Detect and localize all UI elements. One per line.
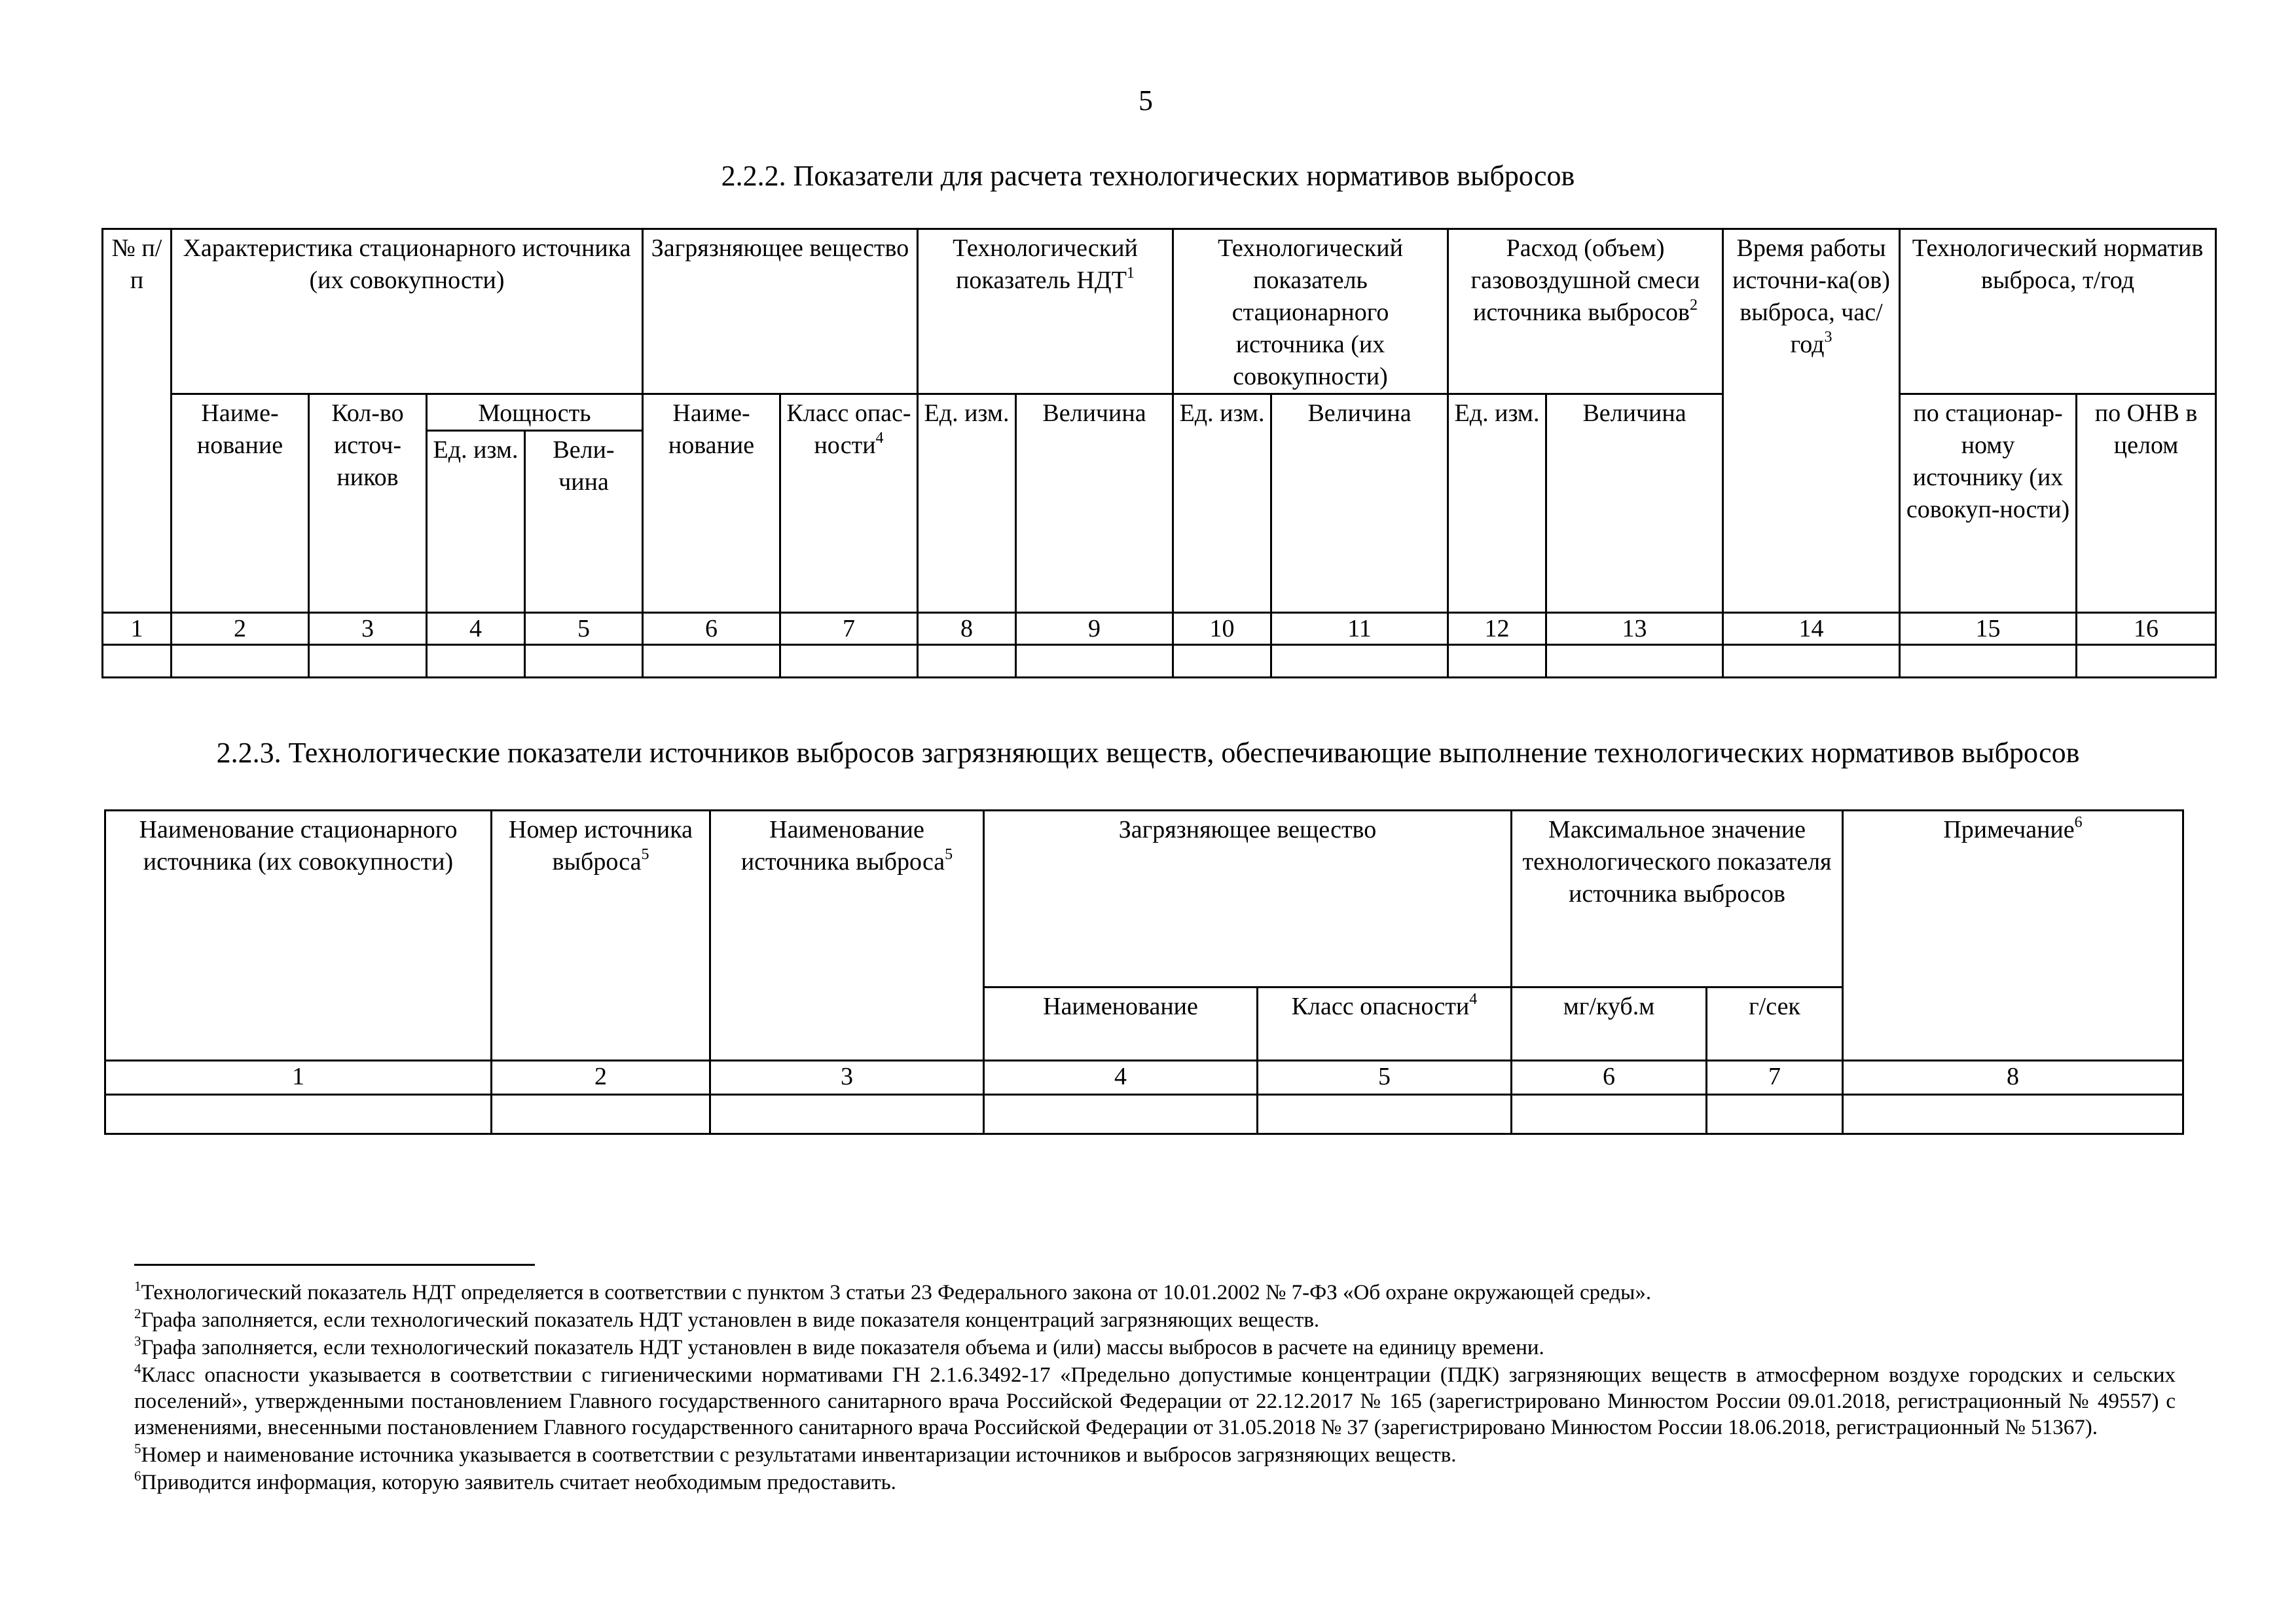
footnote-ref: 4: [1469, 991, 1478, 1008]
empty-cell[interactable]: [984, 1095, 1258, 1134]
empty-cell[interactable]: [1707, 1095, 1843, 1134]
footnote-ref: 4: [875, 430, 884, 447]
column-number: 10: [1173, 613, 1271, 645]
empty-cell[interactable]: [172, 645, 309, 678]
footnote-ref: 5: [641, 846, 649, 863]
header-mg-per-m3: мг/куб.м: [1512, 987, 1707, 1061]
column-number: 3: [710, 1061, 984, 1095]
header-hazard-class: Класс опасности$^4$: [1258, 987, 1512, 1061]
header-flow-value: Величина: [1546, 394, 1723, 613]
footnote-ref: 5: [945, 846, 953, 863]
column-number: 2: [492, 1061, 710, 1095]
header-source-count: Кол-во источ-ников: [309, 394, 427, 613]
column-number: 1: [103, 613, 172, 645]
empty-cell[interactable]: [1723, 645, 1900, 678]
empty-cell[interactable]: [105, 1095, 492, 1134]
section-223-title: 2.2.3. Технологические показатели источников выбросов загрязняющих веществ, обеспечивающие выполнение технологических нормативов выбросов: [216, 737, 2080, 769]
footnote-ref: 1: [1126, 265, 1135, 282]
empty-cell[interactable]: [710, 1095, 984, 1134]
column-number: 6: [643, 613, 780, 645]
footnote-mark: 2: [134, 1306, 141, 1321]
footnote-mark: 5: [134, 1441, 141, 1456]
header-source-characteristics: Характеристика стационарного источника (их совокупности): [172, 229, 643, 394]
column-number: 3: [309, 613, 427, 645]
empty-data-row: [105, 1095, 2183, 1134]
header-emission-name: Наименование источника выброса$^5$: [710, 811, 984, 1061]
footnote-ref: 3: [1824, 329, 1832, 346]
column-number: 1: [105, 1061, 492, 1095]
column-number: 13: [1546, 613, 1723, 645]
footnotes: [134, 1280, 2176, 1497]
empty-cell[interactable]: [1016, 645, 1173, 678]
header-emission-norm: Технологический норматив выброса, т/год: [1900, 229, 2216, 394]
column-number: 12: [1448, 613, 1546, 645]
header-pollutant-name: Наиме-нование: [643, 394, 780, 613]
empty-cell[interactable]: [1448, 645, 1546, 678]
header-pollutant: Загрязняющее вещество: [643, 229, 918, 394]
empty-cell[interactable]: [643, 645, 780, 678]
empty-cell[interactable]: [492, 1095, 710, 1134]
footnote-separator: [134, 1264, 535, 1266]
column-number: 8: [1843, 1061, 2183, 1095]
header-per-source: по стационар-ному источнику (их совокуп-ности): [1900, 394, 2077, 613]
column-number: 2: [172, 613, 309, 645]
header-max-value: Максимальное значение технологического показателя источника выбросов: [1512, 811, 1843, 987]
column-number: 7: [1707, 1061, 1843, 1095]
empty-cell[interactable]: [427, 645, 525, 678]
column-number: 15: [1900, 613, 2077, 645]
header-hazard-class: Класс опас-ности$^4$: [780, 394, 918, 613]
header-per-onv: по ОНВ в целом: [2077, 394, 2216, 613]
source-indicators-table: [104, 809, 2184, 1135]
header-gas-flow: Расход (объем) газовоздушной смеси источника выбросов$^2$: [1448, 229, 1723, 394]
column-number: 5: [1258, 1061, 1512, 1095]
column-number: 4: [984, 1061, 1258, 1095]
column-number: 14: [1723, 613, 1900, 645]
column-number: 5: [525, 613, 643, 645]
column-number: 11: [1271, 613, 1448, 645]
column-number: 9: [1016, 613, 1173, 645]
header-emission-number: Номер источника выброса$^5$: [492, 811, 710, 1061]
column-number: 6: [1512, 1061, 1707, 1095]
column-numbers-row: [103, 613, 2216, 645]
empty-cell[interactable]: [1258, 1095, 1512, 1134]
empty-cell[interactable]: [103, 645, 172, 678]
empty-cell[interactable]: [1546, 645, 1723, 678]
emission-indicators-table: [101, 228, 2217, 678]
page-number: 5: [1139, 84, 1153, 117]
empty-data-row: [103, 645, 2216, 678]
empty-cell[interactable]: [525, 645, 643, 678]
header-pollutant-name: Наименование: [984, 987, 1258, 1061]
header-ndt-unit: Ед. изм.: [918, 394, 1016, 613]
empty-cell[interactable]: [918, 645, 1016, 678]
footnote-mark: 4: [134, 1361, 141, 1376]
footnote-mark: 6: [134, 1468, 141, 1484]
empty-cell[interactable]: [1173, 645, 1271, 678]
empty-cell[interactable]: [2077, 645, 2216, 678]
header-g-per-sec: г/сек: [1707, 987, 1843, 1061]
column-number: 8: [918, 613, 1016, 645]
header-source-indicator: Технологический показатель стационарного источника (их совокупности): [1173, 229, 1448, 394]
header-ndt-indicator: Технологический показатель НДТ$^1$: [918, 229, 1173, 394]
header-stationary-source-name: Наименование стационарного источника (их совокупности): [105, 811, 492, 1061]
empty-cell[interactable]: [1900, 645, 2077, 678]
header-source-name: Наиме-нование: [172, 394, 309, 613]
header-source-value: Величина: [1271, 394, 1448, 613]
header-power: Мощность: [427, 394, 643, 431]
footnote: $^1$Технологический показатель НДТ определяется в соответствии с пунктом 3 статьи 23 Федерального закона от 10.01.2002 № 7-ФЗ «Об охране окружающей среды».: [134, 1278, 1652, 1304]
footnote: $^2$Графа заполняется, если технологический показатель НДТ установлен в виде показателя концентраций загрязняющих веществ.: [134, 1306, 1320, 1332]
empty-cell[interactable]: [1843, 1095, 2183, 1134]
header-work-time: Время работы источни-ка(ов) выброса, час/год$^3$: [1723, 229, 1900, 613]
footnote-mark: 3: [134, 1333, 141, 1349]
empty-cell[interactable]: [1271, 645, 1448, 678]
header-power-value: Вели-чина: [525, 431, 643, 613]
header-source-unit: Ед. изм.: [1173, 394, 1271, 613]
column-number: 16: [2077, 613, 2216, 645]
column-number: 4: [427, 613, 525, 645]
column-number: 7: [780, 613, 918, 645]
header-pollutant: Загрязняющее вещество: [984, 811, 1512, 987]
empty-cell[interactable]: [1512, 1095, 1707, 1134]
footnote: $^5$Номер и наименование источника указывается в соответствии с результатами инвентаризации источников и выбросов загрязняющих веществ.: [134, 1441, 1457, 1467]
header-power-unit: Ед. изм.: [427, 431, 525, 613]
footnote-ref: 2: [1690, 297, 1698, 314]
footnote: $^4$Класс опасности указывается в соответствии с гигиеническими нормативами ГН 2.1.6.3492-17 «Предельно допустимые концентрации (ПДК) загрязняющих веществ в атмосферном воздухе городских и сельских поселений», утвержденными постановлением Главного государственного санитарного врача Российской Федерации от 22.12.2017 № 165 (зарегистрировано Минюстом России 09.01.2018, регистрационный № 49557) с изменениями, внесенными постановлением Главного государственного санитарного врача Российской Федерации от 31.05.2018 № 37 (зарегистрировано Минюстом России 18.06.2018, регистрационный № 51367).: [134, 1361, 2176, 1439]
empty-cell[interactable]: [309, 645, 427, 678]
footnote: $^6$Приводится информация, которую заявитель считает необходимым предоставить.: [134, 1468, 896, 1494]
footnote: $^3$Графа заполняется, если технологический показатель НДТ установлен в виде показателя объема и (или) массы выбросов в расчете на единицу времени.: [134, 1333, 1544, 1359]
empty-cell[interactable]: [780, 645, 918, 678]
header-flow-unit: Ед. изм.: [1448, 394, 1546, 613]
header-note: Примечание$^6$: [1843, 811, 2183, 1061]
header-no: № п/п: [103, 229, 172, 613]
header-ndt-value: Величина: [1016, 394, 1173, 613]
footnote-mark: 1: [134, 1278, 141, 1294]
section-222-title: 2.2.2. Показатели для расчета технологических нормативов выбросов: [721, 160, 1575, 192]
column-numbers-row: [105, 1061, 2183, 1095]
footnote-ref: 6: [2074, 814, 2083, 831]
